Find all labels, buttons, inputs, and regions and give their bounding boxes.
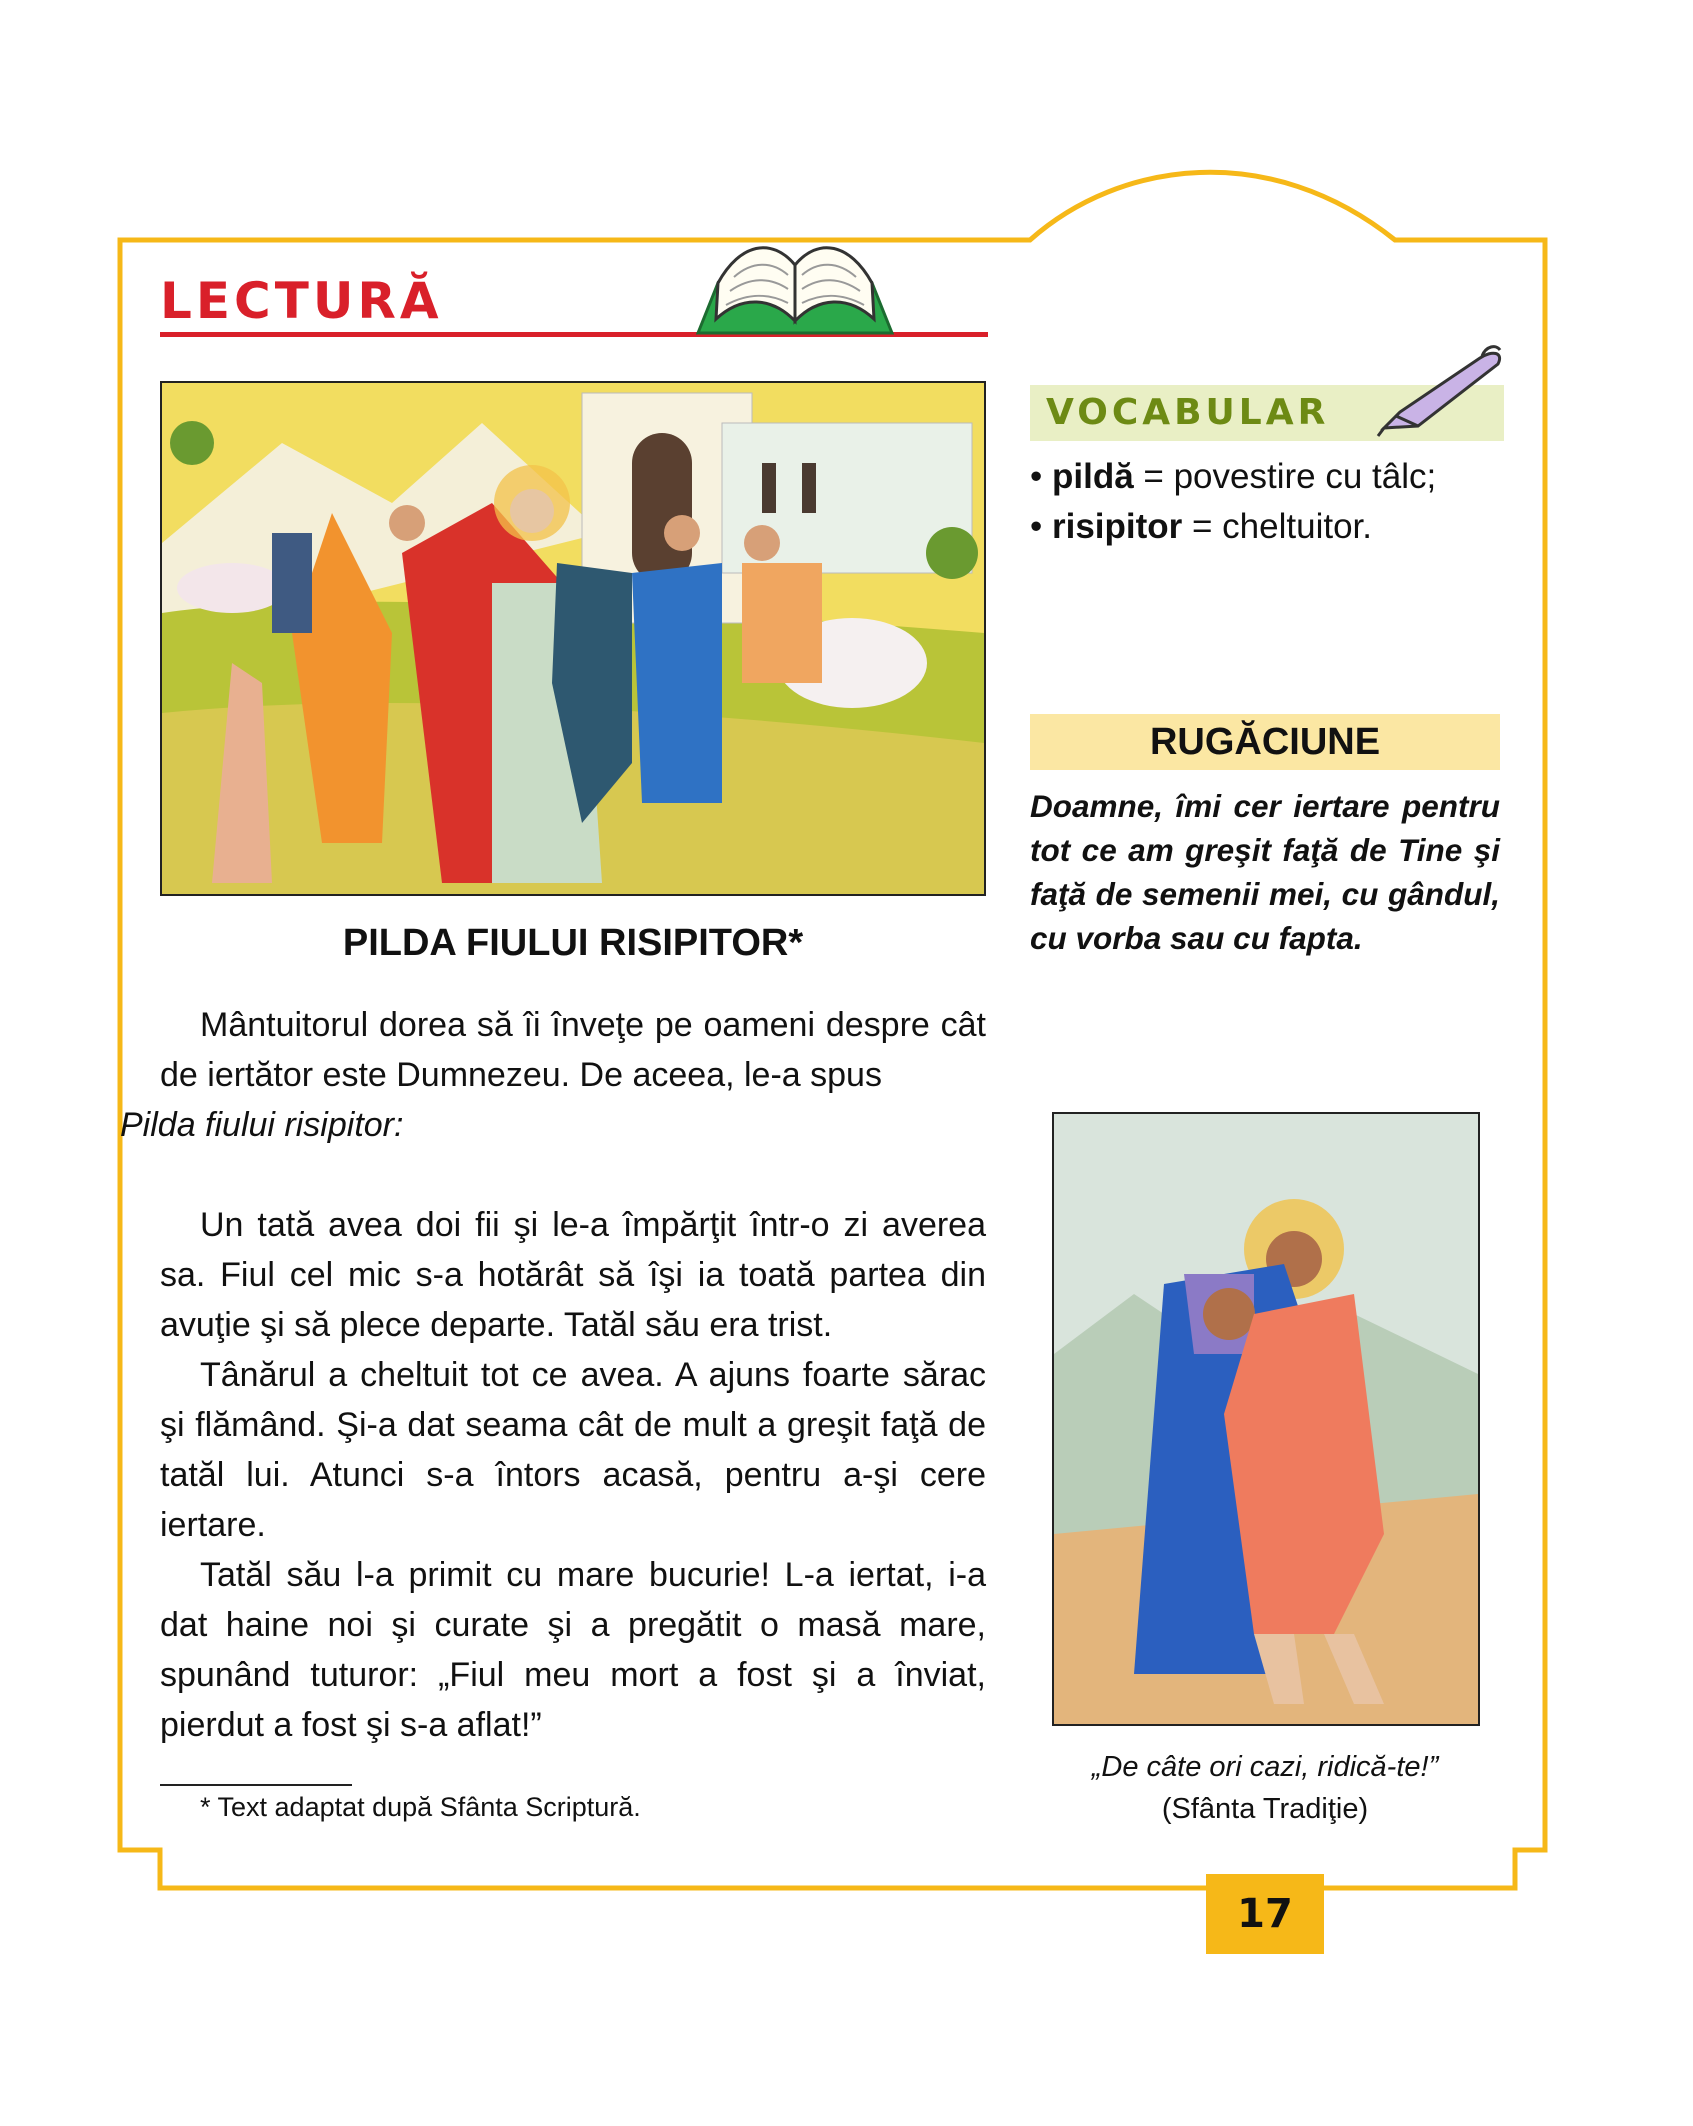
story-intro-text: Mântuitorul dorea să îi înveţe pe oameni despre cât de iertător este Dumnezeu. De aceea, le-a spus [160, 1006, 986, 1094]
story-paragraph: Un tată avea doi fii şi le-a împărţit într-o zi averea sa. Fiul cel mic s-a hotărât să îşi ia toată partea din avuţie şi să plece departe. Tatăl său era trist. [160, 1206, 986, 1344]
page-number: 17 [1237, 1891, 1293, 1937]
vocabulary-list [1030, 452, 1436, 552]
prayer-heading: RUGĂCIUNE [1149, 721, 1381, 763]
footnote-rule [160, 1784, 352, 1786]
vocabulary-item [1030, 452, 1436, 502]
vocabulary-term: pildă [1052, 457, 1134, 496]
quote-source: (Sfânta Tradiţie) [1161, 1793, 1369, 1825]
prayer-text: Doamne, îmi cer iertare pentru tot ce am greşit faţă de Tine şi faţă de semenii mei, cu gândul, cu vorba sau cu fapta. [1030, 788, 1500, 956]
open-book-icon [690, 225, 900, 337]
quill-pen-icon [1370, 340, 1510, 440]
vocabulary-term: risipitor [1052, 507, 1183, 546]
bullet: • [1030, 457, 1043, 496]
section-heading-lectura: LECTURĂ [160, 272, 443, 330]
quote-block [1030, 1746, 1500, 1830]
vocabulary-heading: VOCABULAR [1046, 392, 1330, 433]
vocabulary-item [1030, 502, 1436, 552]
story-title: PILDA FIULUI RISIPITOR* [342, 922, 804, 964]
vocabulary-definition: = cheltuitor. [1182, 507, 1372, 546]
embrace-icon-image [1052, 1112, 1480, 1726]
embrace-scene-illustration [1054, 1114, 1478, 1724]
bullet: • [1030, 507, 1043, 546]
paragraph-gap [160, 1150, 986, 1200]
prodigal-son-icon-image [160, 381, 986, 896]
footnote: * Text adaptat după Sfânta Scriptură. [200, 1792, 641, 1822]
quote-text: „De câte ori cazi, ridică-te!” [1091, 1751, 1439, 1783]
story-intro-paragraph [120, 1000, 986, 1150]
story-paragraph: Tatăl său l-a primit cu mare bucurie! L-a iertat, i-a dat haine noi şi curate şi a pregătit o masă mare, spunând tuturor: „Fiul meu mort a fost şi a înviat, pierdut a fost şi s-a aflat!” [160, 1556, 986, 1744]
story-intro-title-ref: Pilda fiului risipitor: [120, 1106, 404, 1144]
prodigal-son-scene-illustration [162, 383, 984, 894]
story-body [120, 1000, 986, 1750]
vocabulary-definition: = povestire cu tâlc; [1133, 457, 1437, 496]
story-paragraph: Tânărul a cheltuit tot ce avea. A ajuns foarte sărac şi flămând. Şi-a dat seama cât de mult a greşit faţă de tatăl lui. Atunci s-a întors acasă, pentru a-şi cere iertare. [160, 1356, 986, 1544]
